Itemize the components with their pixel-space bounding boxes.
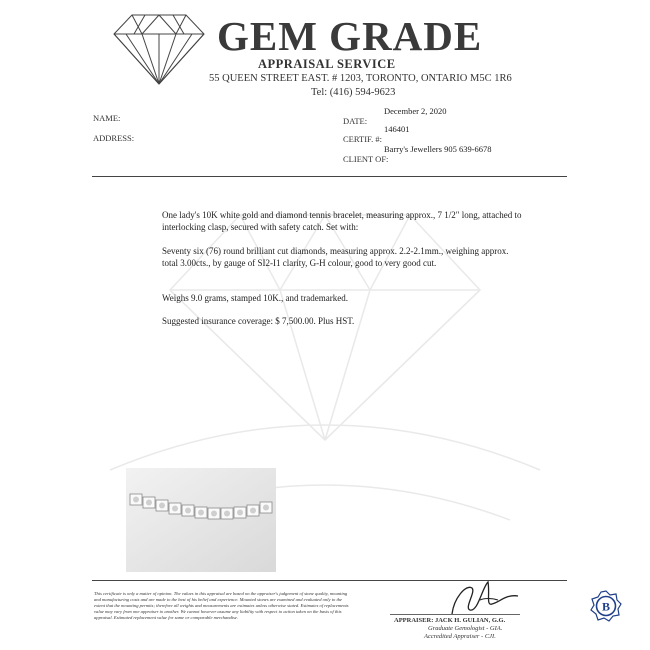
brand-title: GEM GRADE: [217, 13, 483, 59]
badge-letter: B: [601, 599, 611, 614]
name-label: NAME:: [93, 113, 121, 123]
certificate-label: CERTIF. #:: [343, 134, 382, 144]
item-description: One lady's 10K white gold and diamond tennis bracelet, measuring approx., 7 1/2" long, attached to interlocking clasp, secured with safety catch. Set with:: [162, 210, 522, 232]
company-address: 55 QUEEN STREET EAST. # 1203, TORONTO, ONTARIO M5C 1R6: [209, 73, 512, 84]
appraiser-block: [394, 617, 505, 641]
appraiser-credential-cji: Accredited Appraiser - CJI.: [424, 633, 496, 640]
appraiser-signature: [440, 574, 530, 618]
appraiser-name: APPRAISER: JACK H. GULIAN, G.G.: [394, 617, 506, 624]
bracelet-photo: [126, 468, 276, 572]
disclaimer-text: This certificate is only a matter of opinion. The values in this appraisal are based on the appraiser's judgement of stone quality, mounting and manufacturing costs and are made to the best of his belief and experience. Mounted stones are examined and evaluated only to the extent that the mounting permits; therefore all weights and measurements are estimates unless otherwise stated. Estimates of replacements value may vary from one appraiser to another. We cannot however assume any liability with respect to action taken on the basis of this appraisal. Estimated replacement value for same or comparable merchandise.: [94, 591, 349, 620]
client-value: Barry's Jewellers 905 639-6678: [384, 144, 492, 154]
appraiser-credential-gia: Graduate Gemologist - GIA.: [428, 625, 503, 632]
date-value: December 2, 2020: [384, 106, 447, 116]
diamond-details: Seventy six (76) round brilliant cut diamonds, measuring approx. 2.2-2.1mm., weighing approx. total 3.00cts., by gauge of SI2-I1 clarity, G-H colour, good to very good cut.: [162, 246, 509, 268]
certificate-number: 146401: [384, 124, 410, 134]
diamond-outline-icon: [112, 12, 206, 86]
date-label: DATE:: [343, 116, 368, 126]
header-divider: [92, 176, 567, 177]
company-phone: Tel: (416) 594-9623: [311, 87, 396, 98]
signature-line: [390, 614, 520, 615]
address-label: ADDRESS:: [93, 133, 135, 143]
insurance-coverage: Suggested insurance coverage: $ 7,500.00. Plus HST.: [162, 316, 355, 326]
brand-subtitle: APPRAISAL SERVICE: [258, 57, 396, 71]
b-emblem-icon: [589, 589, 623, 623]
weight-details: Weighs 9.0 grams, stamped 10K., and trademarked.: [162, 293, 348, 303]
client-label: CLIENT OF:: [343, 154, 389, 164]
